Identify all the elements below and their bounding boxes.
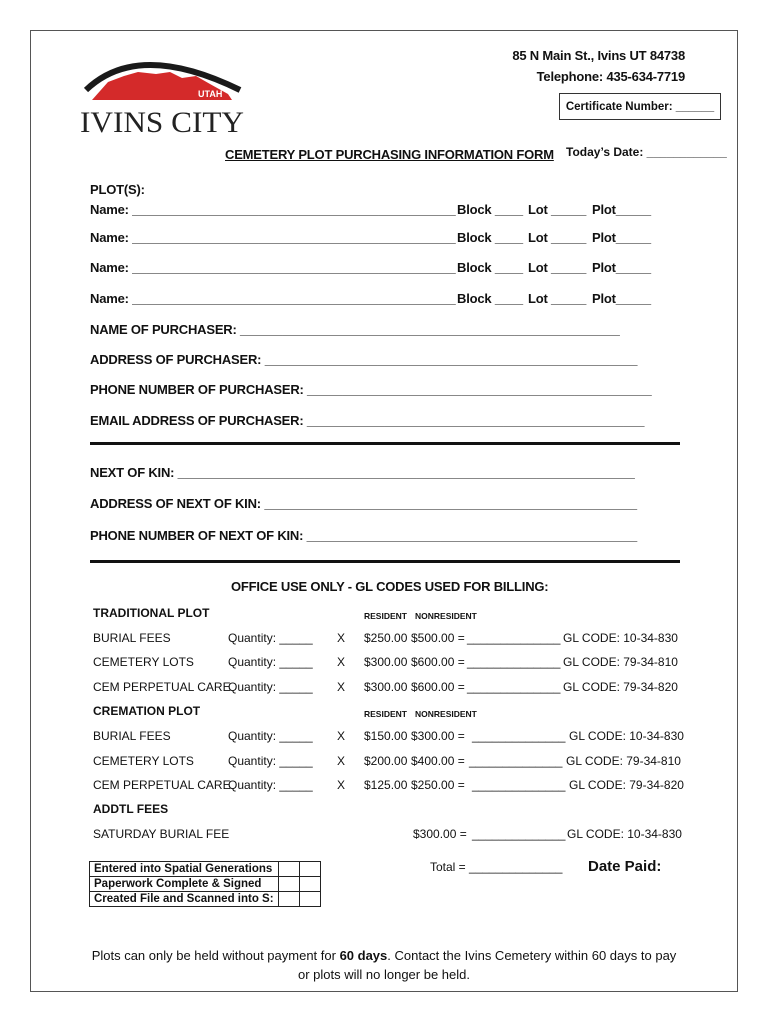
amount-field[interactable]: ______________ <box>469 754 563 768</box>
ivins-city-logo <box>78 46 246 138</box>
plot-block-field[interactable]: Block ____ <box>457 230 523 245</box>
checklist-label: Entered into Spatial Generations <box>90 862 279 877</box>
resident-label: RESIDENT <box>364 709 407 719</box>
resident-label: RESIDENT <box>364 611 407 621</box>
nonresident-label: NONRESIDENT <box>415 611 477 621</box>
plot-block-field[interactable]: Block ____ <box>457 291 523 306</box>
amount-field[interactable]: ______________ <box>467 680 561 694</box>
nonresident-price: $300.00 = <box>411 729 465 743</box>
plot-block-field[interactable]: Block ____ <box>457 260 523 275</box>
fee-label: BURIAL FEES <box>93 729 171 743</box>
plot-lot-field[interactable]: Lot _____ <box>528 291 587 306</box>
footer-text: . Contact the Ivins Cemetery within 60 days to pay <box>387 948 677 963</box>
plot-plot-field[interactable]: Plot_____ <box>592 291 651 306</box>
logo-city-text: IVINS CITY <box>80 106 245 138</box>
nonresident-price: $400.00 = <box>411 754 465 768</box>
multiply-sign: X <box>337 680 346 694</box>
date-paid-label[interactable]: Date Paid: <box>588 858 662 875</box>
multiply-sign: X <box>337 631 346 645</box>
plot-lot-field[interactable]: Lot _____ <box>528 230 587 245</box>
saturday-fee-price: $300.00 = <box>413 827 467 841</box>
resident-price: $125.00 <box>364 778 408 792</box>
plot-plot-field[interactable]: Plot_____ <box>592 260 651 275</box>
resident-price: $200.00 <box>364 754 408 768</box>
form-title: CEMETERY PLOT PURCHASING INFORMATION FORM <box>225 147 554 162</box>
amount-field[interactable]: ______________ <box>467 631 561 645</box>
nonresident-price: $600.00 = <box>411 680 465 694</box>
fee-label: CEMETERY LOTS <box>93 655 194 669</box>
fee-label: CEMETERY LOTS <box>93 754 194 768</box>
resident-price: $300.00 <box>364 680 408 694</box>
multiply-sign: X <box>337 778 346 792</box>
office-checklist <box>89 861 321 907</box>
cremation-plot-heading: CREMATION PLOT <box>93 704 201 718</box>
amount-field[interactable]: ______________ <box>467 655 561 669</box>
certificate-number-label: Certificate Number: ______ <box>565 100 715 113</box>
kin-name-field[interactable]: NEXT OF KIN: _________________________________________________________________ <box>90 465 635 480</box>
fee-label: CEM PERPETUAL CARE <box>93 680 231 694</box>
checklist-checkbox[interactable] <box>299 892 320 907</box>
nonresident-price: $500.00 = <box>411 631 465 645</box>
resident-price: $150.00 <box>364 729 408 743</box>
purchaser-email-field[interactable]: EMAIL ADDRESS OF PURCHASER: ________________________________________________ <box>90 413 645 428</box>
plot-name-field[interactable]: Name: ______________________________________________ <box>90 291 456 306</box>
certificate-number-box[interactable] <box>559 93 721 120</box>
office-address: 85 N Main St., Ivins UT 84738 <box>512 48 685 63</box>
form-page <box>30 30 738 992</box>
purchaser-address-field[interactable]: ADDRESS OF PURCHASER: _____________________________________________________ <box>90 352 638 367</box>
plot-lot-field[interactable]: Lot _____ <box>528 260 587 275</box>
footer-notice <box>30 948 738 963</box>
checklist-row <box>90 862 321 877</box>
quantity-field[interactable]: Quantity: _____ <box>228 680 313 694</box>
quantity-field[interactable]: Quantity: _____ <box>228 754 313 768</box>
amount-field[interactable]: ______________ <box>472 729 566 743</box>
amount-field[interactable]: ______________ <box>472 827 566 841</box>
gl-code: GL CODE: 79-34-820 <box>563 680 678 694</box>
gl-code: GL CODE: 10-34-830 <box>569 729 684 743</box>
multiply-sign: X <box>337 754 346 768</box>
gl-code: GL CODE: 10-34-830 <box>563 631 678 645</box>
total-field[interactable]: Total = ______________ <box>430 860 563 874</box>
gl-code: GL CODE: 79-34-820 <box>569 778 684 792</box>
addtl-fees-heading: ADDTL FEES <box>93 802 169 816</box>
office-use-title: OFFICE USE ONLY - GL CODES USED FOR BILLING: <box>231 579 549 594</box>
gl-code: GL CODE: 79-34-810 <box>563 655 678 669</box>
plot-name-field[interactable]: Name: ______________________________________________ <box>90 260 456 275</box>
multiply-sign: X <box>337 729 346 743</box>
quantity-field[interactable]: Quantity: _____ <box>228 778 313 792</box>
kin-address-field[interactable]: ADDRESS OF NEXT OF KIN: _____________________________________________________ <box>90 496 637 511</box>
amount-field[interactable]: ______________ <box>472 778 566 792</box>
section-divider <box>90 442 680 445</box>
traditional-plot-heading: TRADITIONAL PLOT <box>93 606 210 620</box>
quantity-field[interactable]: Quantity: _____ <box>228 729 313 743</box>
nonresident-price: $600.00 = <box>411 655 465 669</box>
checklist-checkbox[interactable] <box>278 877 299 892</box>
plot-lot-field[interactable]: Lot _____ <box>528 202 587 217</box>
purchaser-phone-field[interactable]: PHONE NUMBER OF PURCHASER: _________________________________________________ <box>90 382 652 397</box>
quantity-field[interactable]: Quantity: _____ <box>228 631 313 645</box>
checklist-checkbox[interactable] <box>278 862 299 877</box>
plot-plot-field[interactable]: Plot_____ <box>592 202 651 217</box>
checklist-label: Paperwork Complete & Signed <box>90 877 279 892</box>
footer-emphasis: 60 days <box>339 948 388 963</box>
fee-label: CEM PERPETUAL CARE <box>93 778 231 792</box>
fee-label: SATURDAY BURIAL FEE <box>93 827 230 841</box>
checklist-checkbox[interactable] <box>299 877 320 892</box>
plot-name-field[interactable]: Name: ______________________________________________ <box>90 230 456 245</box>
fee-label: BURIAL FEES <box>93 631 171 645</box>
footer-notice-line2: or plots will no longer be held. <box>298 967 470 982</box>
checklist-label: Created File and Scanned into S: <box>90 892 279 907</box>
kin-phone-field[interactable]: PHONE NUMBER OF NEXT OF KIN: _______________________________________________ <box>90 528 638 543</box>
nonresident-price: $250.00 = <box>411 778 465 792</box>
purchaser-name-field[interactable]: NAME OF PURCHASER: ______________________________________________________ <box>90 322 620 337</box>
checklist-row <box>90 877 321 892</box>
plot-block-field[interactable]: Block ____ <box>457 202 523 217</box>
office-telephone: Telephone: 435-634-7719 <box>536 69 685 84</box>
plots-heading: PLOT(S): <box>90 182 145 197</box>
resident-price: $300.00 <box>364 655 408 669</box>
section-divider <box>90 560 680 563</box>
logo-state-text: UTAH <box>198 89 223 99</box>
todays-date-field[interactable]: Today’s Date: ____________ <box>566 145 727 159</box>
footer-text: Plots can only be held without payment for <box>91 948 340 963</box>
checklist-checkbox[interactable] <box>299 862 320 877</box>
plot-plot-field[interactable]: Plot_____ <box>592 230 651 245</box>
gl-code: GL CODE: 10-34-830 <box>567 827 682 841</box>
nonresident-label: NONRESIDENT <box>415 709 477 719</box>
quantity-field[interactable]: Quantity: _____ <box>228 655 313 669</box>
checklist-checkbox[interactable] <box>278 892 299 907</box>
plot-name-field[interactable]: Name: ______________________________________________ <box>90 202 456 217</box>
checklist-row <box>90 892 321 907</box>
gl-code: GL CODE: 79-34-810 <box>566 754 681 768</box>
resident-price: $250.00 <box>364 631 408 645</box>
multiply-sign: X <box>337 655 346 669</box>
